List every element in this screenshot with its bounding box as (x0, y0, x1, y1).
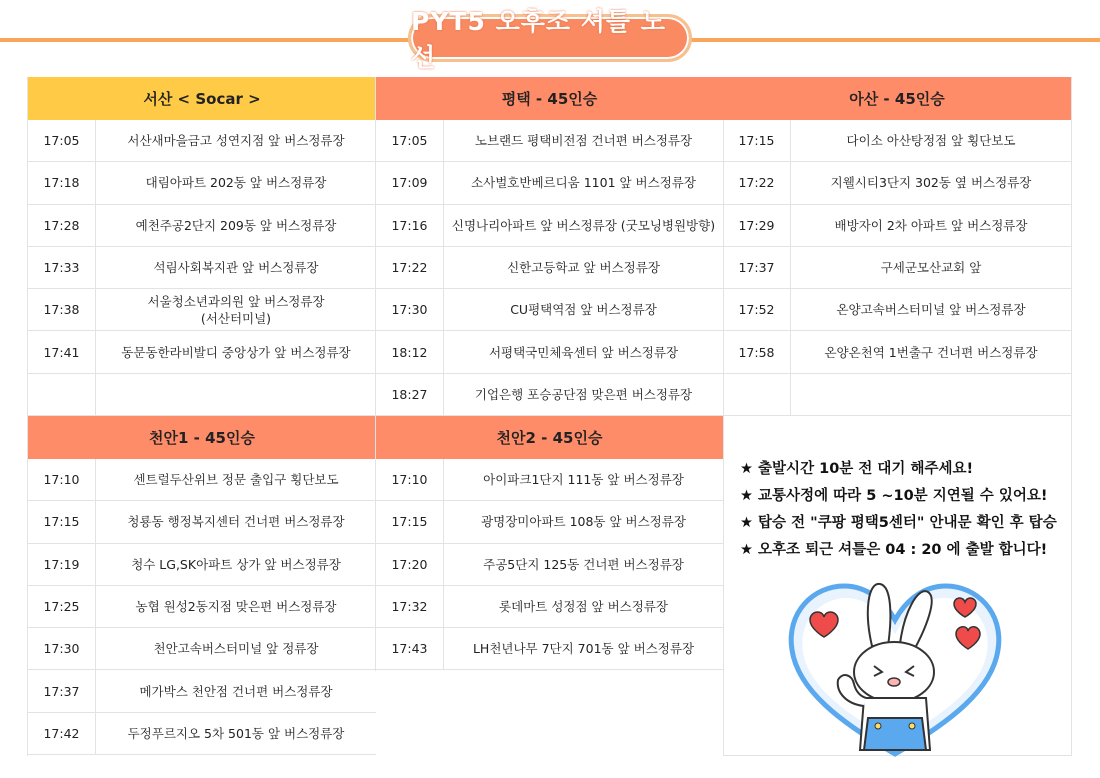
stop-row (28, 670, 376, 712)
stop-row (376, 247, 723, 289)
stop-time: 17:22 (723, 162, 791, 203)
stop-time: 18:27 (376, 374, 444, 415)
notice-item: ★ 탑승 전 "쿠팡 평택5센터" 안내문 확인 후 탑승 (740, 515, 1057, 531)
stop-list (28, 459, 376, 755)
stop-row (28, 331, 376, 373)
stop-row (376, 205, 723, 247)
notes-panel (723, 416, 1072, 756)
stop-row (723, 331, 1071, 373)
stop-row (28, 247, 376, 289)
stop-time: 17:41 (28, 331, 96, 372)
stop-row (28, 205, 376, 247)
notice-item: ★ 출발시간 10분 전 대기 해주세요! (740, 461, 974, 477)
notice-item: ★ 교통사정에 따라 5 ~10분 지연될 수 있어요! (740, 488, 1048, 504)
stop-row (28, 459, 376, 501)
stop-time: 17:38 (28, 289, 96, 330)
stop-location: 주공5단지 125동 건너편 버스정류장 (483, 556, 684, 572)
stop-row (28, 289, 376, 331)
stop-location: 메가박스 천안점 건너편 버스정류장 (139, 683, 333, 699)
stop-time: 17:22 (376, 247, 444, 288)
stop-time: 17:32 (376, 586, 444, 627)
stop-location: 두정푸르지오 5차 501동 앞 버스정류장 (127, 725, 345, 741)
stop-row (28, 713, 376, 755)
stop-time: 17:15 (28, 501, 96, 542)
stop-list (28, 120, 376, 416)
stop-row (376, 162, 723, 204)
stop-location: 센트럴두산위브 정문 출입구 횡단보도 (133, 472, 339, 488)
stop-location: 동문동한라비발디 중앙상가 앞 버스정류장 (121, 344, 351, 360)
stop-location: 소사벌호반베르디움 1101 앞 버스정류장 (471, 175, 696, 191)
stop-row (28, 544, 376, 586)
stop-row (723, 205, 1071, 247)
stop-time: 17:10 (376, 459, 444, 500)
stop-time: 17:10 (28, 459, 96, 500)
route-header: 평택 - 45인승 (376, 77, 723, 120)
stop-time: 17:18 (28, 162, 96, 203)
stop-location (96, 374, 376, 415)
stop-row (723, 162, 1071, 204)
stop-location: 노브랜드 평택비전점 건너편 버스정류장 (474, 133, 693, 149)
stop-row (376, 120, 723, 162)
stop-row (28, 162, 376, 204)
stop-row (28, 628, 376, 670)
stop-location: 서울청소년과의원 앞 버스정류장 (서산터미널) (147, 293, 325, 326)
stop-time: 17:33 (28, 247, 96, 288)
stop-location: 롯데마트 성정점 앞 버스정류장 (499, 599, 668, 615)
stop-list (376, 120, 723, 416)
stop-row (376, 628, 723, 670)
stop-location: 아이파크1단지 111동 앞 버스정류장 (483, 472, 684, 488)
notice-list (740, 456, 1057, 564)
stop-time: 17:30 (376, 289, 444, 330)
stop-location: 청룡동 행정복지센터 건너편 버스정류장 (127, 514, 345, 530)
stop-location: 신한고등학교 앞 버스정류장 (507, 260, 660, 276)
route-header: 천안2 - 45인승 (376, 416, 723, 459)
route-header: 천안1 - 45인승 (28, 416, 376, 459)
route-header: 서산 < Socar > (28, 77, 376, 120)
stop-row (376, 459, 723, 501)
stop-time: 17:09 (376, 162, 444, 203)
stop-time: 17:28 (28, 205, 96, 246)
stop-location: 청수 LG,SK아파트 상가 앞 버스정류장 (131, 556, 341, 572)
stop-location: 온양온천역 1번출구 건너편 버스정류장 (824, 344, 1038, 360)
stop-time: 17:20 (376, 544, 444, 585)
stop-location: 서산새마을금고 성연지점 앞 버스정류장 (127, 133, 345, 149)
stop-location: 지웰시티3단지 302동 옆 버스정류장 (830, 175, 1032, 191)
stop-time: 17:37 (723, 247, 791, 288)
stop-location: CU평택역점 앞 버스정류장 (510, 302, 657, 318)
route-asan (723, 77, 1072, 416)
route-header: 아산 - 45인승 (723, 77, 1071, 120)
stop-location (791, 374, 1071, 415)
stop-time: 17:05 (28, 120, 96, 161)
stop-time: 17:29 (723, 205, 791, 246)
stop-row (28, 501, 376, 543)
stop-row (28, 586, 376, 628)
stop-time: 17:25 (28, 586, 96, 627)
stop-location: LH천년나무 7단지 701동 앞 버스정류장 (472, 641, 695, 657)
route-cheonan2 (375, 416, 724, 671)
stop-time: 17:19 (28, 544, 96, 585)
stop-row (723, 120, 1071, 162)
route-cheonan1 (27, 416, 376, 756)
stop-location: 광명장미아파트 108동 앞 버스정류장 (481, 514, 686, 530)
stop-row (376, 331, 723, 373)
stop-location: 신명나리아파트 앞 버스정류장 (굿모닝병원방향) (451, 217, 716, 233)
notice-item: ★ 오후조 퇴근 셔틀은 04 : 20 에 출발 합니다! (740, 542, 1048, 558)
stop-location: 석림사회복지관 앞 버스정류장 (153, 260, 319, 276)
stop-row (376, 289, 723, 331)
title-rule-right (690, 38, 1100, 42)
stop-row (723, 289, 1071, 331)
stop-location: 농협 원성2동지점 맞은편 버스정류장 (135, 599, 337, 615)
stop-time: 17:42 (28, 713, 96, 754)
stop-row (28, 120, 376, 162)
stop-location: 천안고속버스터미널 앞 정류장 (153, 641, 319, 657)
stop-time: 17:15 (376, 501, 444, 542)
stop-time (723, 374, 791, 415)
stop-row (376, 374, 723, 416)
stop-row (376, 501, 723, 543)
stop-row (376, 586, 723, 628)
stop-row-empty (28, 374, 376, 416)
stop-time: 17:15 (723, 120, 791, 161)
route-pyeongtaek (375, 77, 724, 416)
stop-time: 17:16 (376, 205, 444, 246)
stop-location: 다이소 아산탕정점 앞 횡단보도 (846, 133, 1016, 149)
stop-time: 17:37 (28, 670, 96, 711)
stop-time: 17:43 (376, 628, 444, 669)
stop-row (376, 544, 723, 586)
stop-location: 대림아파트 202동 앞 버스정류장 (145, 175, 327, 191)
stop-location: 기업은행 포승공단점 맞은편 버스정류장 (474, 386, 693, 402)
bunny-mascot-illustration (780, 572, 1010, 762)
stop-row (723, 247, 1071, 289)
title-rule-left (0, 38, 412, 42)
stop-location: 예천주공2단지 209동 앞 버스정류장 (135, 217, 337, 233)
stop-time: 18:12 (376, 331, 444, 372)
stop-time: 17:30 (28, 628, 96, 669)
stop-location: 구세군모산교회 앞 (880, 260, 982, 276)
stop-list (376, 459, 723, 670)
route-seosan (27, 77, 376, 416)
stop-time: 17:05 (376, 120, 444, 161)
stop-row-empty (723, 374, 1071, 416)
stop-list (723, 120, 1071, 416)
stop-location: 온양고속버스터미널 앞 버스정류장 (836, 302, 1026, 318)
stop-location: 배방자이 2차 아파트 앞 버스정류장 (834, 217, 1028, 233)
stop-location: 서평택국민체육센터 앞 버스정류장 (488, 344, 679, 360)
stop-time: 17:58 (723, 331, 791, 372)
stop-time (28, 374, 96, 415)
page-title: PYT5 오후조 셔틀 노선 (408, 14, 692, 62)
stop-time: 17:52 (723, 289, 791, 330)
